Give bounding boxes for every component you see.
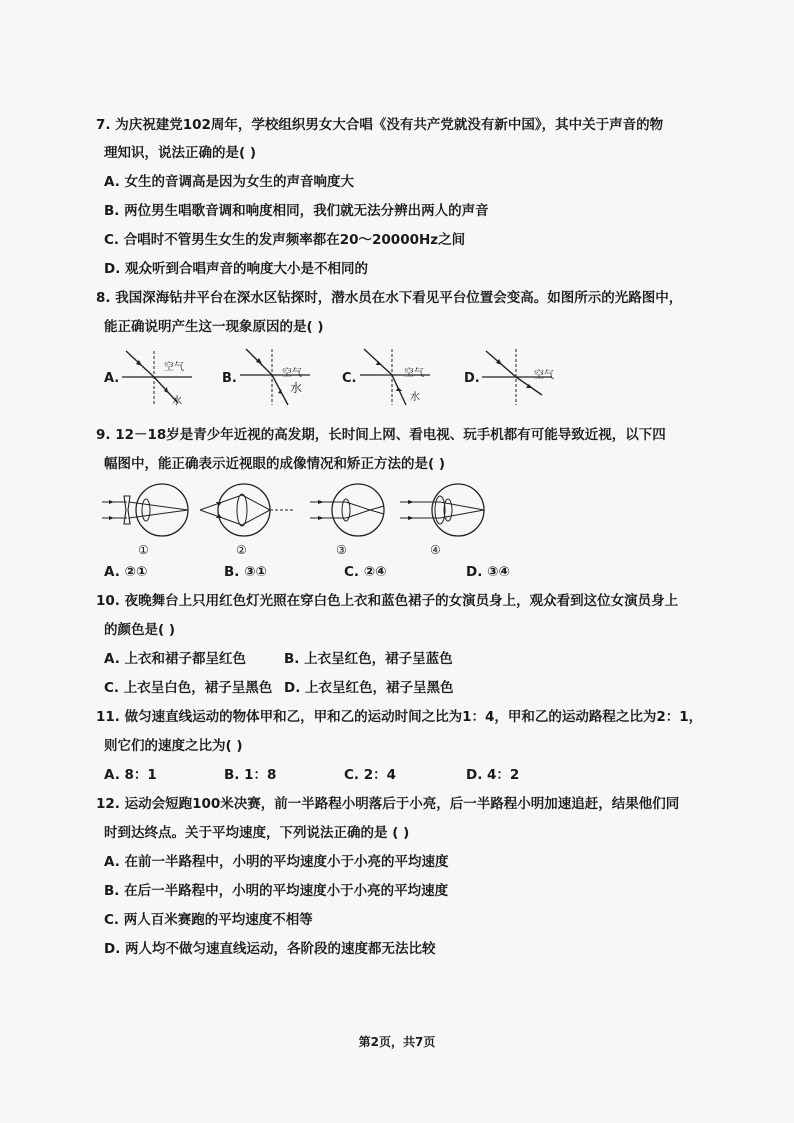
q8-fig-a-air-label: 空气 bbox=[164, 362, 184, 373]
page-footer: 第2页，共7页 bbox=[358, 1035, 436, 1049]
q9-fig-1-label: ① bbox=[138, 543, 149, 557]
q9-fig-3-label: ③ bbox=[336, 543, 347, 557]
q8-fig-c bbox=[358, 347, 438, 407]
q10-stem-line2: 的颜色是( ) bbox=[104, 622, 176, 638]
q9-fig-1 bbox=[100, 480, 192, 540]
q11-stem-line2: 则它们的速度之比为( ) bbox=[104, 738, 243, 754]
q12-stem-line2: 时到达终点。关于平均速度，下列说法正确的是 ( ) bbox=[104, 825, 410, 841]
q9-fig-2 bbox=[198, 480, 298, 540]
q8-stem-line2: 能正确说明产生这一现象原因的是( ) bbox=[104, 319, 324, 335]
q12-option-b: B. 在后一半路程中，小明的平均速度小于小亮的平均速度 bbox=[104, 883, 449, 899]
q8-fig-b-air-label: 空气 bbox=[282, 368, 302, 379]
q10-stem-line1: 10. 夜晚舞台上只用红色灯光照在穿白色上衣和蓝色裙子的女演员身上，观众看到这位女演员身上 bbox=[96, 593, 679, 609]
q10-option-c: C. 上衣呈白色，裙子呈黑色 bbox=[104, 680, 273, 696]
q8-fig-a-water-label: 水 bbox=[172, 396, 182, 407]
q8-fig-b-letter: B. bbox=[222, 371, 237, 386]
q9-stem-line2: 幅图中，能正确表示近视眼的成像情况和矫正方法的是( ) bbox=[104, 456, 446, 472]
q10-option-d: D. 上衣呈红色，裙子呈黑色 bbox=[284, 680, 454, 696]
q8-fig-b-water-label: 水 bbox=[290, 381, 303, 395]
q12-stem-line1: 12. 运动会短跑100米决赛，前一半路程小明落后于小亮，后一半路程小明加速追赶，结果他们同 bbox=[96, 796, 680, 812]
q12-option-c: C. 两人百米赛跑的平均速度不相等 bbox=[104, 912, 313, 928]
q11-option-d: D. 4：2 bbox=[466, 767, 520, 783]
q9-option-d: D. ③④ bbox=[466, 564, 510, 580]
q9-option-c: C. ②④ bbox=[344, 564, 387, 580]
q8-fig-c-water-label: 水 bbox=[410, 392, 420, 403]
q8-fig-c-air-label: 空气 bbox=[404, 368, 424, 379]
q8-fig-b bbox=[238, 347, 318, 407]
q9-stem-line1: 9. 12－18岁是青少年近视的高发期，长时间上网、看电视、玩手机都有可能导致近视，以下四 bbox=[96, 427, 666, 443]
q11-option-b: B. 1：8 bbox=[224, 767, 277, 783]
q8-fig-a bbox=[120, 347, 200, 407]
q7-stem-line1: 7. 为庆祝建党102周年，学校组织男女大合唱《没有共产党就没有新中国》，其中关于声音的物 bbox=[96, 117, 664, 133]
q7-option-b: B. 两位男生唱歌音调和响度相同，我们就无法分辨出两人的声音 bbox=[104, 203, 489, 219]
q7-stem-line2: 理知识，说法正确的是( ) bbox=[104, 145, 257, 161]
q11-option-c: C. 2：4 bbox=[344, 767, 397, 783]
q8-fig-a-letter: A. bbox=[104, 371, 120, 386]
q11-stem-line1: 11. 做匀速直线运动的物体甲和乙，甲和乙的运动时间之比为1：4，甲和乙的运动路程之比为2：1， bbox=[96, 709, 703, 725]
q9-fig-3 bbox=[308, 480, 396, 540]
q9-option-b: B. ③① bbox=[224, 564, 267, 580]
q9-fig-2-label: ② bbox=[236, 543, 247, 557]
q9-option-a: A. ②① bbox=[104, 564, 148, 580]
q7-option-d: D. 观众听到合唱声音的响度大小是不相同的 bbox=[104, 261, 369, 277]
q9-fig-4 bbox=[398, 480, 490, 540]
q12-option-d: D. 两人均不做匀速直线运动，各阶段的速度都无法比较 bbox=[104, 941, 436, 957]
q11-option-a: A. 8：1 bbox=[104, 767, 157, 783]
q8-fig-d-air-label: 空气 bbox=[534, 370, 554, 381]
q8-fig-c-letter: C. bbox=[342, 371, 357, 386]
q8-stem-line1: 8. 我国深海钻井平台在深水区钻探时，潜水员在水下看见平台位置会变高。如图所示的光路图中， bbox=[96, 290, 683, 306]
q9-fig-4-label: ④ bbox=[430, 543, 441, 557]
q10-option-b: B. 上衣呈红色，裙子呈蓝色 bbox=[284, 651, 453, 667]
q8-fig-d-letter: D. bbox=[464, 371, 480, 386]
q12-option-a: A. 在前一半路程中，小明的平均速度小于小亮的平均速度 bbox=[104, 854, 449, 870]
q10-option-a: A. 上衣和裙子都呈红色 bbox=[104, 651, 247, 667]
q7-option-a: A. 女生的音调高是因为女生的声音响度大 bbox=[104, 174, 355, 190]
q7-option-c: C. 合唱时不管男生女生的发声频率都在20～20000Hz之间 bbox=[104, 232, 466, 248]
